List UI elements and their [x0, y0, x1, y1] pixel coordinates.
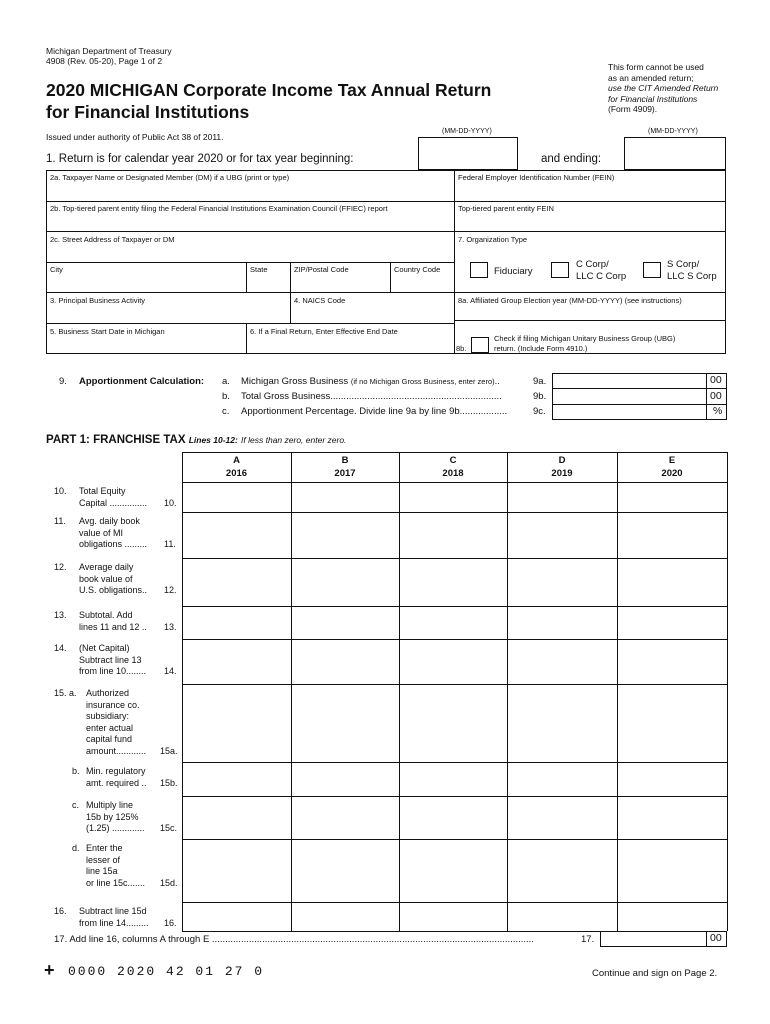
column-year: 2018 — [442, 468, 464, 479]
line9a-cents: 00 — [710, 374, 722, 386]
row-number: c. — [72, 800, 80, 810]
row-number: 16. — [54, 906, 67, 916]
begin-date-field[interactable] — [418, 137, 518, 170]
amount-cell-line16-col-a[interactable] — [183, 903, 290, 930]
column-year: 2020 — [661, 468, 683, 479]
department-name: Michigan Department of Treasury — [46, 46, 172, 56]
row-line-ref: 14. — [164, 666, 177, 676]
line9b-ref: 9b. — [533, 391, 547, 402]
business-start-label: 5. Business Start Date in Michigan — [50, 327, 165, 336]
amount-cell-line11-col-c[interactable] — [400, 513, 506, 557]
row-label: Enter the lesser of line 15a or line 15c....... — [86, 843, 146, 888]
amount-cell-line15a-col-d[interactable] — [508, 685, 616, 761]
fein-label: Federal Employer Identification Number (FEIN) — [458, 173, 615, 182]
line9b-label: Total Gross Business................................................................. — [241, 391, 502, 402]
amount-cell-line15c-col-e[interactable] — [618, 797, 726, 838]
affiliated-election-label: 8a. Affiliated Group Election year (MM-DD-YYYY) (see instructions) — [458, 296, 682, 305]
line17-cents: 00 — [710, 932, 722, 944]
barcode-number: 0000 2020 42 01 27 0 — [68, 964, 265, 979]
amount-cell-line10-col-b[interactable] — [292, 483, 398, 511]
amount-cell-line16-col-d[interactable] — [508, 903, 616, 930]
row-number: d. — [72, 843, 80, 853]
column-header-a — [182, 454, 291, 480]
amount-cell-line16-col-e[interactable] — [618, 903, 726, 930]
line8b-label: 8b. — [456, 344, 467, 353]
c-corp-label: C Corp/ LLC C Corp — [576, 259, 627, 282]
amount-cell-line15d-col-e[interactable] — [618, 840, 726, 901]
line17-label: 17. Add line 16, columns A through E .......................................................................................................................... — [54, 934, 534, 945]
column-year: 2019 — [551, 468, 573, 479]
column-letter: B — [341, 455, 349, 466]
row-label: Total Equity Capital ............... — [79, 486, 148, 508]
form-revision: 4908 (Rev. 05-20), Page 1 of 2 — [46, 56, 163, 66]
amount-cell-line13-col-d[interactable] — [508, 607, 616, 638]
line1-ending-label: and ending: — [541, 153, 602, 165]
amount-cell-line15b-col-c[interactable] — [400, 763, 506, 795]
row-line-ref: 10. — [164, 497, 177, 508]
c-corp-checkbox[interactable] — [551, 262, 569, 278]
row-label: Subtotal. Add lines 11 and 12 .. — [79, 610, 147, 632]
row-line-ref: 15c. — [160, 823, 178, 833]
column-letter: C — [449, 455, 457, 466]
column-letter: A — [233, 455, 240, 466]
begin-date-format: (MM-DD-YYYY) — [442, 128, 492, 135]
zip-label: ZIP/Postal Code — [294, 265, 349, 274]
amount-cell-line15b-col-a[interactable] — [183, 763, 290, 795]
line9c-percent: % — [713, 405, 723, 417]
line9-amount-fields[interactable] — [552, 373, 727, 420]
amount-cell-line10-col-c[interactable] — [400, 483, 506, 511]
amount-cell-line13-col-a[interactable] — [183, 607, 290, 638]
row-line-ref: 15d. — [160, 877, 178, 888]
amount-cell-line16-col-c[interactable] — [400, 903, 506, 930]
end-date-field[interactable] — [624, 137, 726, 170]
row-line-ref: 16. — [164, 917, 177, 928]
column-header-e — [617, 454, 727, 480]
business-activity-label: 3. Principal Business Activity — [50, 296, 146, 305]
line9a-ref: 9a. — [533, 376, 547, 387]
line9b-letter: b. — [222, 391, 230, 402]
row-label: Multiply line 15b by 125% (1.25) ............. — [86, 800, 145, 833]
continue-note: Continue and sign on Page 2. — [592, 968, 718, 979]
row-label: Subtract line 15d from line 14......... — [79, 906, 149, 928]
amount-cell-line12-col-b[interactable] — [292, 559, 398, 605]
state-label: State — [250, 265, 268, 274]
taxpayer-name-label: 2a. Taxpayer Name or Designated Member (DM) if a UBG (print or type) — [50, 173, 290, 182]
form-title-line1: 2020 MICHIGAN Corporate Income Tax Annual Return — [46, 80, 492, 100]
s-corp-label: S Corp/ LLC S Corp — [667, 259, 717, 282]
row-label: (Net Capital) Subtract line 13 from line 10........ — [79, 643, 147, 676]
line17-amount-field[interactable] — [600, 931, 727, 947]
column-header-d — [507, 454, 617, 480]
row-line-ref: 13. — [164, 621, 177, 632]
row-label: Min. regulatory amt. required .. — [86, 766, 147, 788]
row-number: 15. a. — [54, 688, 77, 698]
line17-ref: 17. — [581, 934, 595, 945]
amount-cell-line10-col-a[interactable] — [183, 483, 290, 511]
amount-cell-line13-col-b[interactable] — [292, 607, 398, 638]
column-header-b — [291, 454, 399, 480]
part1-heading: PART 1: FRANCHISE TAX Lines 10-12: If less than zero, enter zero. — [46, 434, 347, 446]
row-label: Authorized insurance co. subsidiary: enter actual capital fund amount............ — [86, 688, 147, 756]
amount-cell-line15c-col-b[interactable] — [292, 797, 398, 838]
amount-cell-line14-col-c[interactable] — [400, 640, 506, 683]
street-address-label: 2c. Street Address of Taxpayer or DM — [50, 235, 175, 244]
row-number: 13. — [54, 610, 67, 620]
amount-cell-line15a-col-c[interactable] — [400, 685, 506, 761]
amount-cell-line15d-col-b[interactable] — [292, 840, 398, 901]
amount-cell-line15c-col-d[interactable] — [508, 797, 616, 838]
amount-cell-line15c-col-c[interactable] — [400, 797, 506, 838]
amount-cell-line11-col-a[interactable] — [183, 513, 290, 557]
column-year: 2016 — [225, 468, 248, 479]
column-letter: D — [558, 455, 566, 466]
row-label: Avg. daily book value of MI obligations ......... — [79, 516, 148, 549]
row-number: 14. — [54, 643, 67, 653]
city-label: City — [50, 265, 63, 274]
end-date-format: (MM-DD-YYYY) — [648, 128, 698, 135]
form-title-line2: for Financial Institutions — [46, 102, 250, 122]
amount-cell-line14-col-e[interactable] — [618, 640, 726, 683]
row-number: b. — [72, 766, 80, 776]
authority-text: Issued under authority of Public Act 38 of 2011. — [46, 132, 224, 142]
amount-cell-line13-col-e[interactable] — [618, 607, 726, 638]
amount-cell-line11-col-e[interactable] — [618, 513, 726, 557]
amount-cell-line15a-col-a[interactable] — [183, 685, 290, 761]
amended-note: This form cannot be used as an amended return; use the CIT Amended Return for Financial Institutions (Form 4909). — [608, 62, 719, 114]
amount-cell-line16-col-b[interactable] — [292, 903, 398, 930]
ubg-checkbox[interactable] — [471, 337, 489, 353]
line9c-label: Apportionment Percentage. Divide line 9a by line 9b.................. — [241, 406, 508, 417]
row-number: 12. — [54, 562, 67, 572]
parent-fein-label: Top-tiered parent entity FEIN — [458, 204, 554, 213]
final-return-label: 6. If a Final Return, Enter Effective End Date — [250, 327, 398, 336]
parent-entity-label: 2b. Top-tiered parent entity filing the Federal Financial Institutions Examination Council (FFIEC) report — [50, 204, 388, 213]
line9b-cents: 00 — [710, 390, 722, 402]
row-line-ref: 15b. — [160, 777, 178, 788]
amount-cell-line15a-col-e[interactable] — [618, 685, 726, 761]
row-label: Average daily book value of U.S. obligations.. — [79, 562, 148, 595]
amount-cell-line15d-col-a[interactable] — [183, 840, 290, 901]
organization-type-label: 7. Organization Type — [458, 235, 528, 244]
amount-cell-line15d-col-d[interactable] — [508, 840, 616, 901]
line9a-letter: a. — [222, 376, 230, 387]
line9c-ref: 9c. — [533, 406, 546, 417]
line9-title: Apportionment Calculation: — [79, 376, 205, 387]
row-number: 10. — [54, 486, 67, 496]
row-line-ref: 15a. — [160, 745, 178, 756]
amount-cell-line14-col-d[interactable] — [508, 640, 616, 683]
row-line-ref: 11. — [164, 539, 176, 549]
amount-cell-line12-col-e[interactable] — [618, 559, 726, 605]
column-header-c — [399, 454, 507, 480]
line9a-label: Michigan Gross Business (if no Michigan Gross Business, enter zero).. — [241, 376, 500, 387]
amount-cell-line11-col-d[interactable] — [508, 513, 616, 557]
amount-cell-line15c-col-a[interactable] — [183, 797, 290, 838]
country-code-label: Country Code — [394, 265, 441, 274]
amount-cell-line15b-col-d[interactable] — [508, 763, 616, 795]
naics-code-label: 4. NAICS Code — [294, 296, 346, 305]
amount-cell-line15b-col-e[interactable] — [618, 763, 726, 795]
row-line-ref: 12. — [164, 585, 177, 595]
s-corp-checkbox[interactable] — [643, 262, 661, 278]
amount-cell-line13-col-c[interactable] — [400, 607, 506, 638]
column-letter: E — [668, 455, 676, 466]
column-year: 2017 — [334, 468, 356, 479]
amount-cell-line12-col-c[interactable] — [400, 559, 506, 605]
line1-label: 1. Return is for calendar year 2020 or for tax year beginning: — [46, 153, 354, 165]
plus-icon: + — [44, 960, 55, 980]
amount-cell-line15d-col-c[interactable] — [400, 840, 506, 901]
line9-number: 9. — [59, 376, 67, 387]
amount-cell-line14-col-a[interactable] — [183, 640, 290, 683]
fiduciary-label: Fiduciary — [494, 266, 533, 277]
amount-cell-line14-col-b[interactable] — [292, 640, 398, 683]
amount-cell-line10-col-e[interactable] — [618, 483, 726, 511]
row-number: 11. — [54, 516, 66, 526]
amount-cell-line11-col-b[interactable] — [292, 513, 398, 557]
fiduciary-checkbox[interactable] — [470, 262, 488, 278]
amount-cell-line12-col-d[interactable] — [508, 559, 616, 605]
ubg-label: Check if filing Michigan Unitary Business Group (UBG) return. (Include Form 4910.) — [494, 334, 676, 353]
amount-cell-line12-col-a[interactable] — [183, 559, 290, 605]
amount-cell-line15b-col-b[interactable] — [292, 763, 398, 795]
line9c-letter: c. — [222, 406, 230, 417]
amount-cell-line15a-col-b[interactable] — [292, 685, 398, 761]
amount-cell-line10-col-d[interactable] — [508, 483, 616, 511]
